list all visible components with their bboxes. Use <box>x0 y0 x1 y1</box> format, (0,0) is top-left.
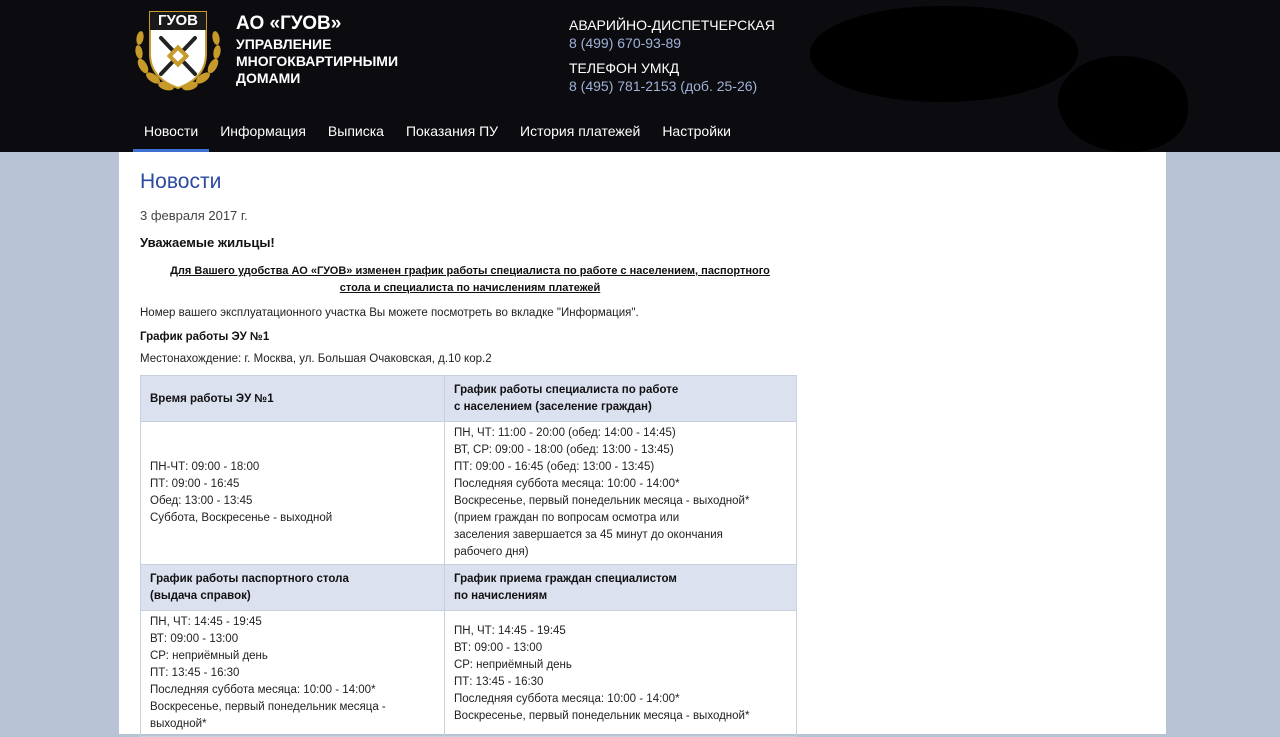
header-line: (выдача справок) <box>150 590 251 602</box>
table-row <box>141 611 797 737</box>
main-nav <box>133 113 742 152</box>
table-row <box>141 422 797 565</box>
news-greeting: Уважаемые жильцы! <box>140 235 275 250</box>
cell-line: ПН-ЧТ: 09:00 - 18:00 <box>150 461 260 473</box>
cell-line: выходной* <box>150 718 207 730</box>
company-logo[interactable] <box>133 8 223 96</box>
brand-line: УПРАВЛЕНИЕ <box>236 36 332 52</box>
nav-item-statement[interactable]: Выписка <box>327 123 384 139</box>
cell-line: Воскресенье, первый понедельник месяца - <box>150 701 386 713</box>
redaction-mark <box>810 6 1078 102</box>
header-line: График приема граждан специалистом <box>454 573 677 585</box>
header-line: с населением (заселение граждан) <box>454 401 652 413</box>
brand-line: ДОМАМИ <box>236 70 301 86</box>
brand-block <box>236 14 398 87</box>
cell-line: (прием граждан по вопросам осмотра или <box>454 512 680 524</box>
emergency-label: АВАРИЙНО-ДИСПЕТЧЕРСКАЯ <box>569 17 775 33</box>
logo-text: ГУОВ <box>158 12 198 29</box>
cell-line: рабочего дня) <box>454 546 529 558</box>
table-header-row <box>141 565 797 611</box>
content-panel <box>119 152 1166 734</box>
header-line: График работы специалиста по работе <box>454 384 679 396</box>
cell-line: ПН, ЧТ: 11:00 - 20:00 (обед: 14:00 - 14:45) <box>454 427 676 439</box>
cell-line: заселения завершается за 45 минут до окончания <box>454 529 723 541</box>
cell-line: ВТ: 09:00 - 13:00 <box>454 641 543 654</box>
cell-line: Последняя суббота месяца: 10:00 - 14:00* <box>150 684 376 696</box>
nav-item-information[interactable]: Информация <box>220 123 306 139</box>
brand-subtitle <box>236 36 398 87</box>
header-line: Время работы ЭУ №1 <box>150 392 274 405</box>
brand-line: МНОГОКВАРТИРНЫМИ <box>236 53 399 69</box>
cell-line: ПТ: 09:00 - 16:45 (обед: 13:00 - 13:45) <box>454 461 655 473</box>
nav-item-news[interactable]: Новости <box>133 113 209 152</box>
cell-line: ПТ: 13:45 - 16:30 <box>454 675 544 688</box>
brand-title: АО «ГУОВ» <box>236 13 342 34</box>
cell-line: ПТ: 09:00 - 16:45 <box>150 478 240 490</box>
cell-line: Последняя суббота месяца: 10:00 - 14:00* <box>454 478 680 490</box>
cell-line: ПН, ЧТ: 14:45 - 19:45 <box>150 616 262 628</box>
cell-line: СР: неприёмный день <box>454 658 572 671</box>
schedule-title: График работы ЭУ №1 <box>140 331 270 343</box>
header-line: График работы паспортного стола <box>150 573 349 585</box>
nav-item-meter-readings[interactable]: Показания ПУ <box>405 123 499 139</box>
table-cell <box>141 422 445 565</box>
umkd-phone[interactable]: 8 (495) 781-2153 (доб. 25-26) <box>569 78 758 94</box>
news-notice <box>140 263 800 297</box>
notice-line: стола и специалиста по начислениям платежей <box>339 282 601 294</box>
site-header <box>0 0 1280 152</box>
cell-line: Обед: 13:00 - 13:45 <box>150 495 253 507</box>
page-title: Новости <box>140 170 222 193</box>
news-date: 3 февраля 2017 г. <box>140 208 248 223</box>
info-text: Номер вашего эксплуатационного участка Вы можете посмотреть во вкладке "Информация". <box>140 307 639 319</box>
emergency-phone[interactable]: 8 (499) 670-93-89 <box>569 35 682 51</box>
notice-line: Для Вашего удобства АО «ГУОВ» изменен график работы специалиста по работе с населением, паспортного <box>170 265 770 277</box>
table-header-cell <box>445 376 797 422</box>
table-header-row <box>141 376 797 422</box>
table-header-cell <box>141 565 445 611</box>
header-line: по начислениям <box>454 590 548 602</box>
cell-line: Воскресенье, первый понедельник месяца - выходной* <box>454 709 750 722</box>
nav-item-payment-history[interactable]: История платежей <box>520 123 641 139</box>
table-cell <box>141 611 445 737</box>
cell-line: ПТ: 13:45 - 16:30 <box>150 667 240 679</box>
news-article <box>140 152 800 737</box>
cell-line: Воскресенье, первый понедельник месяца - выходной* <box>454 495 750 507</box>
table-cell <box>445 611 797 737</box>
schedule-table <box>140 375 797 737</box>
table-header-cell <box>141 376 445 422</box>
cell-line: Суббота, Воскресенье - выходной <box>150 512 333 524</box>
cell-line: ВТ, СР: 09:00 - 18:00 (обед: 13:00 - 13:45) <box>454 444 674 456</box>
table-cell <box>445 422 797 565</box>
cell-line: ВТ: 09:00 - 13:00 <box>150 633 239 645</box>
table-header-cell <box>445 565 797 611</box>
nav-item-settings[interactable]: Настройки <box>662 123 731 139</box>
cell-line: ПН, ЧТ: 14:45 - 19:45 <box>454 624 566 637</box>
location-text: Местонахождение: г. Москва, ул. Большая Очаковская, д.10 кор.2 <box>140 353 492 365</box>
cell-line: СР: неприёмный день <box>150 650 268 662</box>
contacts-block <box>569 16 775 102</box>
umkd-label: ТЕЛЕФОН УМКД <box>569 60 680 76</box>
redaction-mark <box>1058 56 1188 152</box>
cell-line: Последняя суббота месяца: 10:00 - 14:00* <box>454 692 680 705</box>
